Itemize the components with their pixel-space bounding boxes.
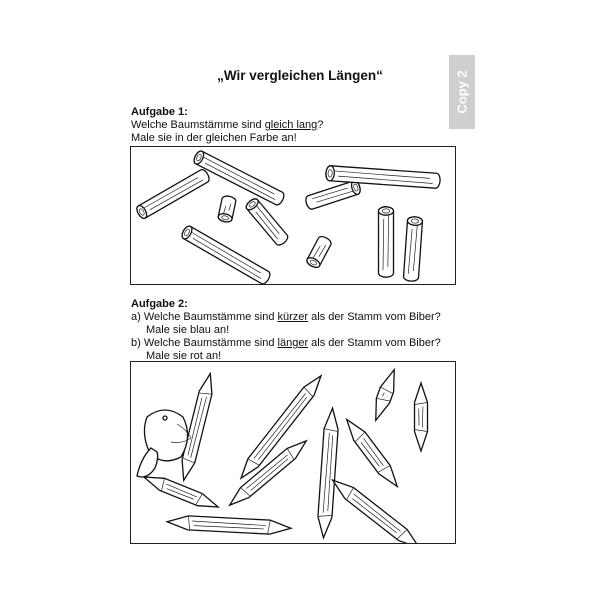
task2-question-a: a) Welche Baumstämme sind kürzer als der Stamm vom Biber? [131, 311, 441, 323]
log-6 [305, 235, 332, 270]
task2-question-b: b) Welche Baumstämme sind länger als der Stamm vom Biber? [131, 337, 441, 349]
log-5 [304, 180, 361, 211]
task1-keyword: gleich lang [264, 119, 318, 131]
log-3 [217, 195, 236, 223]
task1-log-frame [130, 146, 456, 285]
log-7 [180, 224, 272, 284]
task2-text [131, 298, 441, 363]
log-1 [135, 168, 211, 220]
pointed-log-8 [328, 475, 423, 543]
pointed-log-7 [141, 471, 220, 513]
pointed-log-6 [415, 383, 428, 451]
task2-keyword-longer: länger [277, 337, 309, 349]
task1-heading: Aufgabe 1: [131, 106, 188, 118]
copy-tab [449, 55, 475, 129]
log-10 [403, 216, 422, 281]
task2-heading: Aufgabe 2: [131, 298, 188, 310]
task2-keyword-shorter: kürzer [277, 311, 309, 323]
copy-tab-label: Copy 2 [454, 70, 470, 114]
task1-text [131, 106, 323, 145]
worksheet-title: „Wir vergleichen Längen“ [217, 68, 383, 83]
pointed-log-4 [341, 415, 403, 491]
pointed-log-5 [369, 367, 401, 423]
task1-instruction: Male sie in der gleichen Farbe an! [131, 132, 297, 144]
task2-instruction-b: Male sie rot an! [146, 350, 222, 362]
task2-log-frame [130, 361, 456, 544]
task2-logs [131, 362, 455, 543]
task1-logs [131, 147, 455, 284]
task1-question: Welche Baumstämme sind gleich lang? [131, 119, 324, 131]
pointed-log-3 [316, 408, 339, 539]
log-4 [244, 197, 289, 247]
task2-instruction-a: Male sie blau an! [146, 324, 230, 336]
log-9 [379, 207, 394, 277]
pointed-log-9 [167, 515, 292, 535]
